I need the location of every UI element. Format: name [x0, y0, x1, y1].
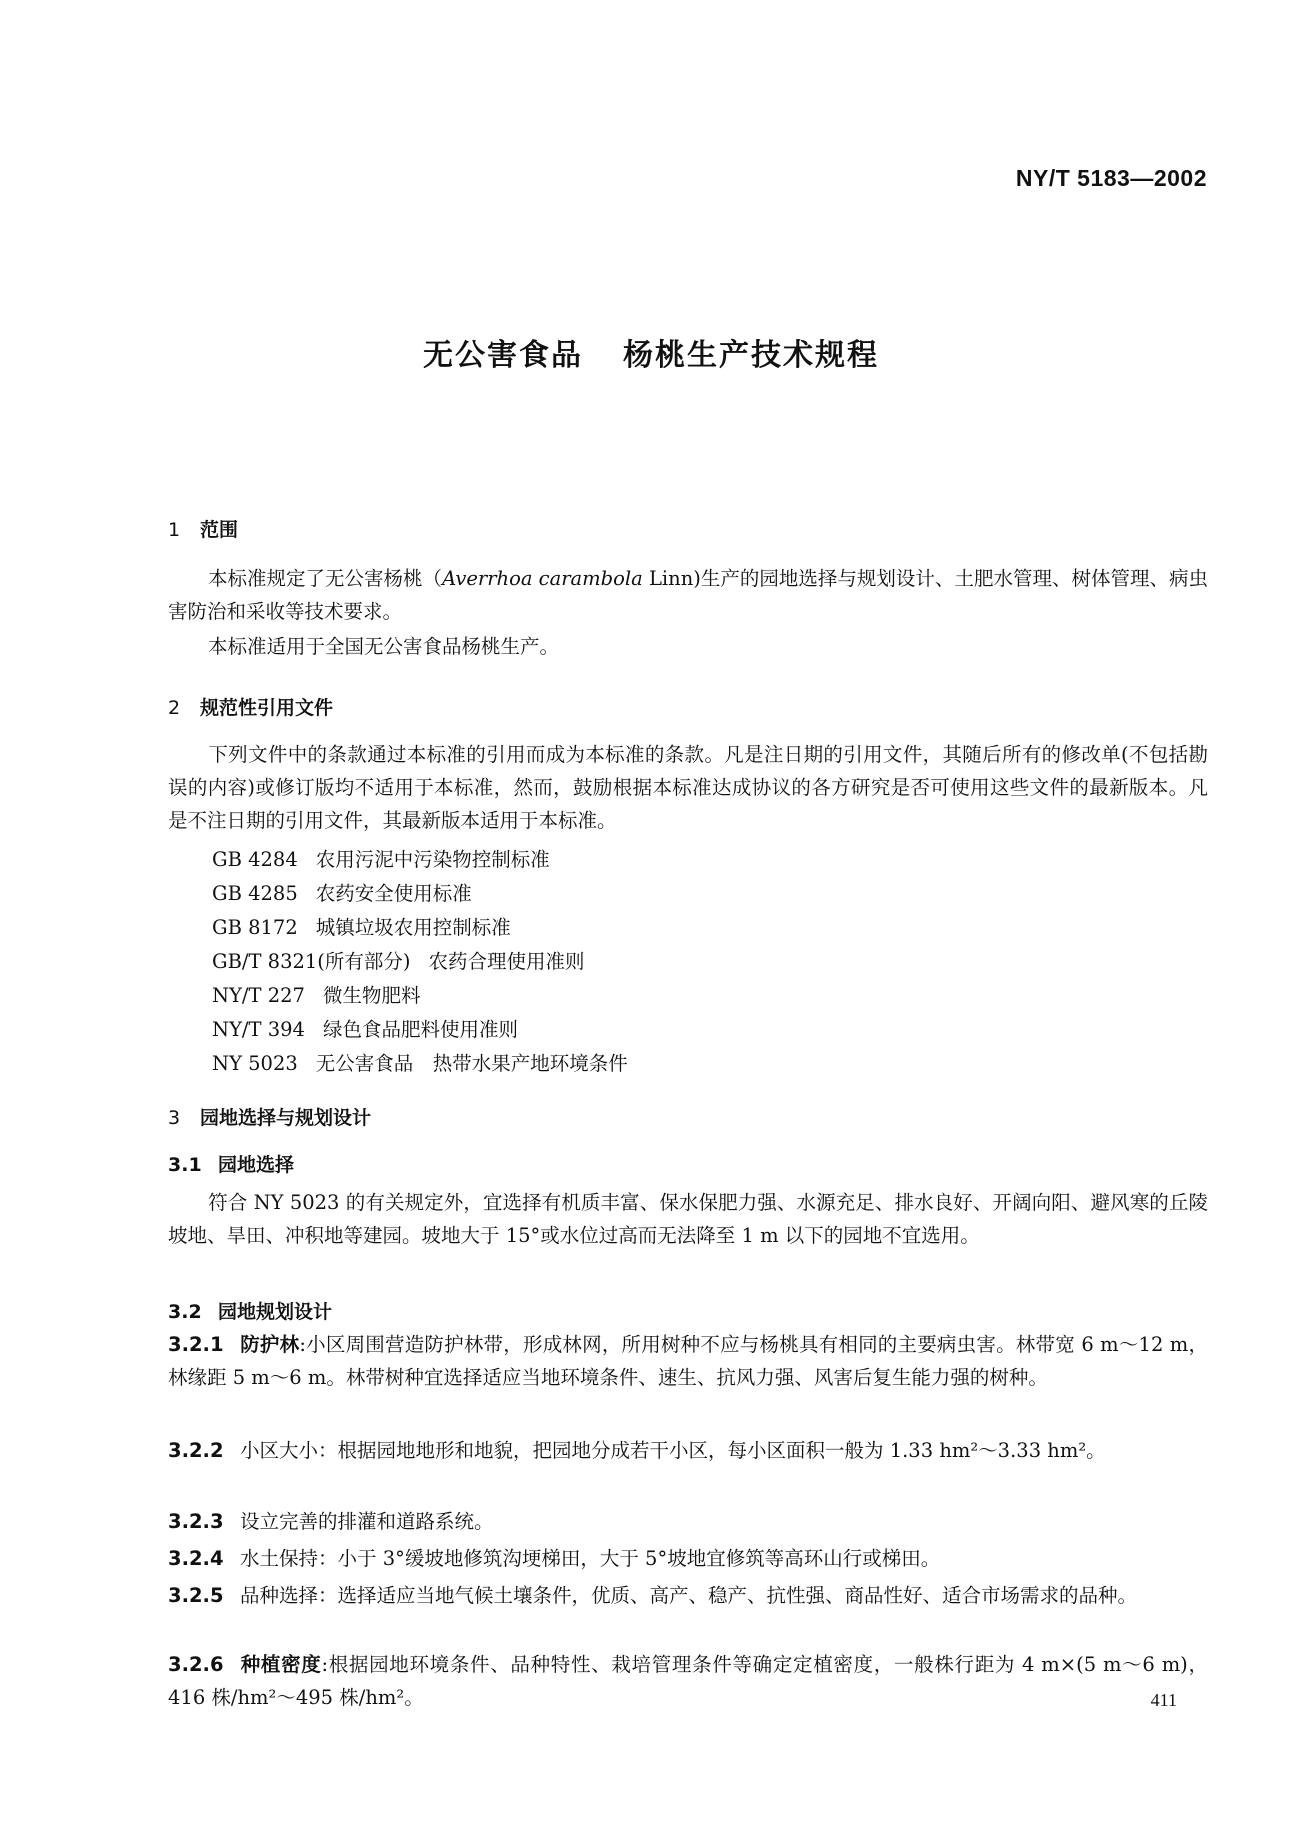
ref-item: NY/T 394 绿色食品肥料使用准则 — [212, 1018, 518, 1041]
document-title — [0, 330, 1302, 374]
standard-number: NY/T 5183—2002 — [1015, 165, 1207, 191]
clause-3-2-heading: 3.2 园地规划设计 — [168, 1301, 333, 1323]
ref-item: GB 4285 农药安全使用标准 — [212, 882, 472, 905]
ref-item: NY 5023 无公害食品 热带水果产地环境条件 — [212, 1052, 628, 1075]
clause-3-2-2: 3.2.2 小区大小：根据园地地形和地貌，把园地分成若干小区，每小区面积一般为 1.33 hm²～3.33 hm²。 — [168, 1439, 1106, 1462]
clause-3-2-3: 3.2.3 设立完善的排灌和道路系统。 — [168, 1510, 494, 1533]
clause-3-2-5: 3.2.5 品种选择：选择适应当地气候土壤条件，优质、高产、稳产、抗性强、商品性好、适合市场需求的品种。 — [168, 1584, 1138, 1607]
clause-3-2-6: 3.2.6 种植密度:根据园地环境条件、品种特性、栽培管理条件等确定定植密度，一般株行距为 4 m×(5 m～6 m)，416 株/hm²～495 株/hm²。 — [168, 1653, 1208, 1709]
title-part2: 杨桃生产技术规程 — [623, 338, 879, 373]
clause-3-2-1: 3.2.1 防护林:小区周围营造防护林带，形成林网，所用树种不应与杨桃具有相同的主要病虫害。林带宽 6 m～12 m，林缘距 5 m～6 m。林带树种宜选择适应当地环境条件、速生、抗风力强、风害后复生能力强的树种。 — [168, 1333, 1208, 1389]
section-2-intro: 下列文件中的条款通过本标准的引用而成为本标准的条款。凡是注日期的引用文件，其随后所有的修改单(不包括勘误的内容)或修订版均不适用于本标准，然而，鼓励根据本标准达成协议的各方研究是否可使用这些文件的最新版本。凡是不注日期的引用文件，其最新版本适用于本标准。 — [168, 743, 1208, 832]
page-number: 411 — [1150, 1690, 1177, 1710]
section-2-heading: 2 规范性引用文件 — [168, 697, 334, 719]
ref-item: GB 4284 农用污泥中污染物控制标准 — [212, 848, 550, 871]
section-1-paragraph-2: 本标准适用于全国无公害食品杨桃生产。 — [208, 635, 560, 658]
clause-3-1-text: 符合 NY 5023 的有关规定外，宜选择有机质丰富、保水保肥力强、水源充足、排水良好、开阔向阳、避风寒的丘陵坡地、旱田、冲积地等建园。坡地大于 15°或水位过高而无法降至 1 m 以下的园地不宜选用。 — [168, 1191, 1208, 1247]
ref-item: NY/T 227 微生物肥料 — [212, 984, 421, 1007]
section-1-paragraph-1: 本标准规定了无公害杨桃（Averrhoa carambola Linn)生产的园地选择与规划设计、土肥水管理、树体管理、病虫害防治和采收等技术要求。 — [168, 567, 1208, 623]
ref-item: GB 8172 城镇垃圾农用控制标准 — [212, 916, 511, 939]
clause-3-1-heading: 3.1 园地选择 — [168, 1154, 295, 1176]
clause-3-2-4: 3.2.4 水土保持：小于 3°缓坡地修筑沟埂梯田，大于 5°坡地宜修筑等高环山行或梯田。 — [168, 1547, 941, 1570]
section-3-heading: 3 园地选择与规划设计 — [168, 1107, 372, 1129]
section-1-heading: 1 范围 — [168, 519, 239, 541]
title-part1: 无公害食品 — [423, 338, 583, 373]
latin-name: Averrhoa carambola — [442, 567, 643, 590]
ref-item: GB/T 8321(所有部分) 农药合理使用准则 — [212, 950, 585, 973]
